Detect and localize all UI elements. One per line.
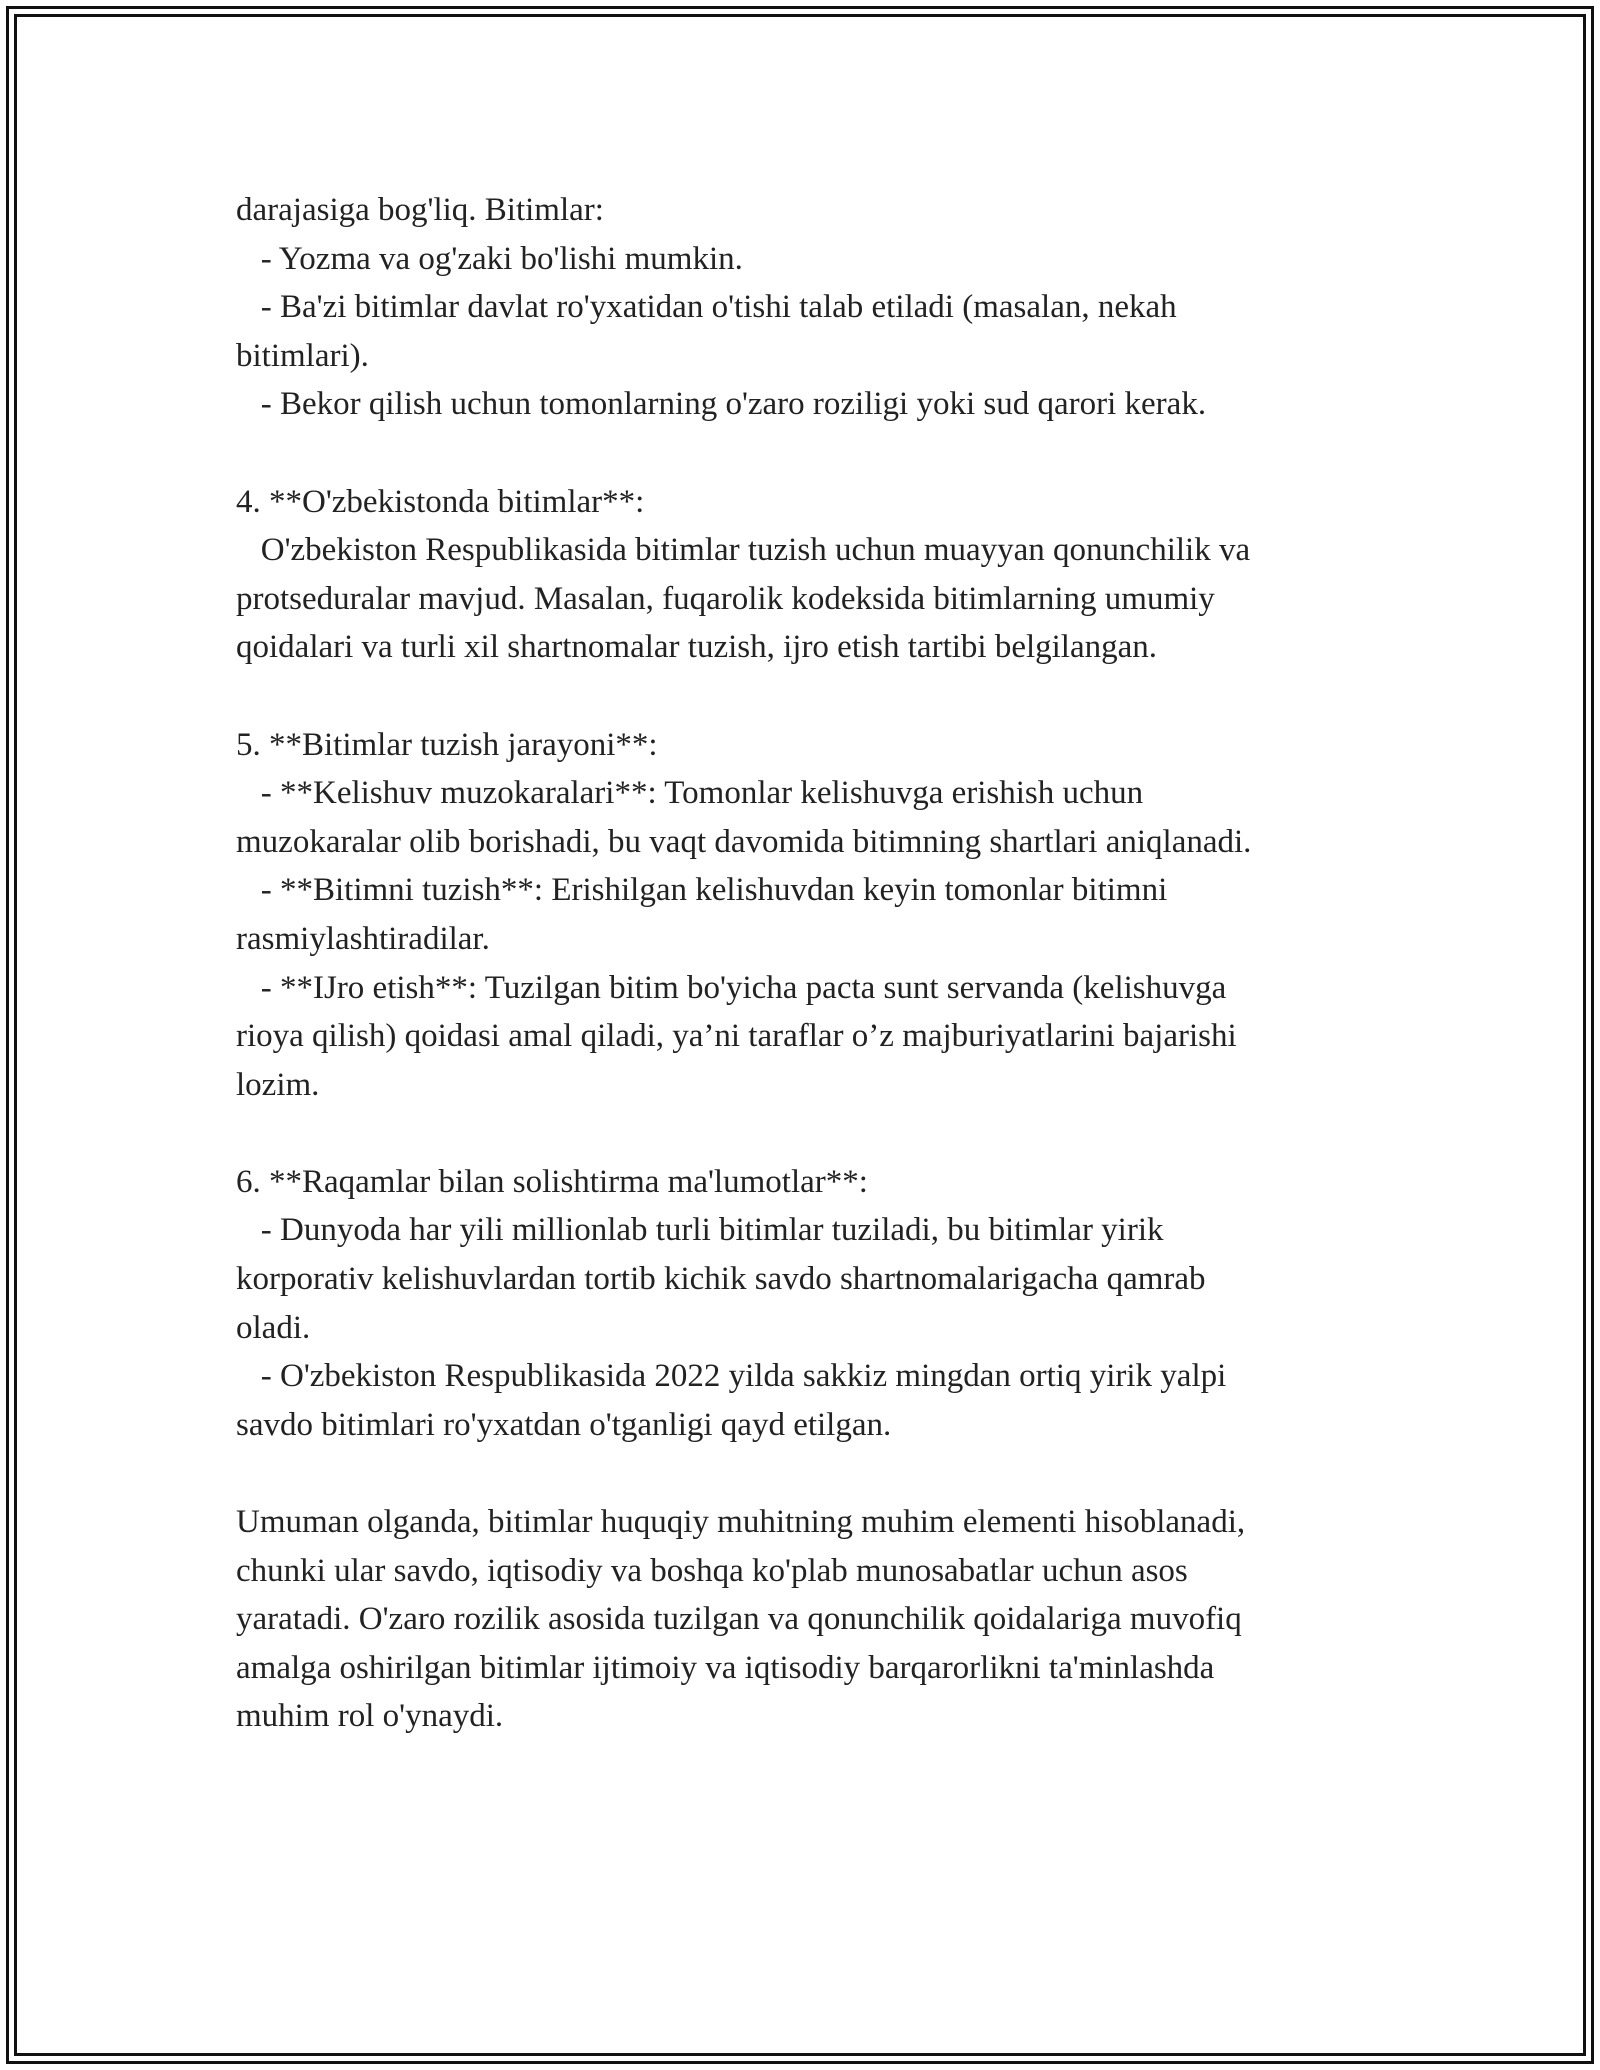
text-line: muzokaralar olib borishadi, bu vaqt davomida bitimning shartlari aniqlanadi.: [236, 823, 1252, 860]
section-6: [236, 1158, 1396, 1450]
list-item: - O'zbekiston Respublikasida 2022 yilda sakkiz mingdan ortiq yirik yalpi: [236, 1358, 1227, 1395]
text-line: amalga oshirilgan bitimlar ijtimoiy va iqtisodiy barqarorlikni ta'minlashda: [236, 1649, 1215, 1686]
section-heading: 6. **Raqamlar bilan solishtirma ma'lumotlar**:: [236, 1163, 868, 1200]
text-line: protseduralar mavjud. Masalan, fuqarolik kodeksida bitimlarning umumiy: [236, 580, 1215, 617]
text-line: bitimlari).: [236, 337, 369, 374]
section-5: [236, 721, 1396, 1110]
paragraph-gap: [236, 1449, 1396, 1498]
text-line: chunki ular savdo, iqtisodiy va boshqa ko'plab munosabatlar uchun asos: [236, 1552, 1188, 1589]
text-line: qoidalari va turli xil shartnomalar tuzish, ijro etish tartibi belgilangan.: [236, 629, 1158, 666]
text-line: rioya qilish) qoidasi amal qiladi, ya’ni taraflar o’z majburiyatlarini bajarishi: [236, 1018, 1237, 1055]
text-line: korporativ kelishuvlardan tortib kichik savdo shartnomalarigacha qamrab: [236, 1261, 1206, 1298]
section-heading: 4. **O'zbekistonda bitimlar**:: [236, 483, 645, 520]
text-line: Umuman olganda, bitimlar huquqiy muhitning muhim elementi hisoblanadi,: [236, 1504, 1246, 1541]
list-item: - **Bitimni tuzish**: Erishilgan kelishuvdan keyin tomonlar bitimni: [236, 872, 1168, 909]
text-line: O'zbekiston Respublikasida bitimlar tuzish uchun muayyan qonunchilik va: [236, 532, 1251, 569]
text-line: darajasiga bog'liq. Bitimlar:: [236, 192, 604, 228]
list-item: - Dunyoda har yili millionlab turli bitimlar tuziladi, bu bitimlar yirik: [236, 1212, 1164, 1249]
paragraph-gap: [236, 1109, 1396, 1158]
text-line: rasmiylashtiradilar.: [236, 920, 490, 957]
intro-paragraph: [236, 186, 1396, 429]
text-line: muhim rol o'ynaydi.: [236, 1698, 504, 1735]
section-4: [236, 478, 1396, 672]
conclusion-paragraph: [236, 1498, 1396, 1741]
text-line: lozim.: [236, 1066, 320, 1103]
list-item: - **Kelishuv muzokaralari**: Tomonlar kelishuvga erishish uchun: [236, 775, 1144, 812]
list-item: - **IJro etish**: Tuzilgan bitim bo'yicha pacta sunt servanda (kelishuvga: [236, 969, 1227, 1006]
text-line: yaratadi. O'zaro rozilik asosida tuzilgan va qonunchilik qoidalariga muvofiq: [236, 1601, 1242, 1638]
list-item: - Ba'zi bitimlar davlat ro'yxatidan o'tishi talab etiladi (masalan, nekah: [236, 289, 1177, 326]
list-item: - Bekor qilish uchun tomonlarning o'zaro roziligi yoki sud qarori kerak.: [236, 386, 1207, 423]
text-line: savdo bitimlari ro'yxatdan o'tganligi qayd etilgan.: [236, 1406, 892, 1443]
text-line: oladi.: [236, 1309, 311, 1346]
paragraph-gap: [236, 429, 1396, 478]
list-item: - Yozma va og'zaki bo'lishi mumkin.: [236, 240, 743, 277]
document-body: [236, 186, 1396, 1741]
paragraph-gap: [236, 672, 1396, 721]
section-heading: 5. **Bitimlar tuzish jarayoni**:: [236, 726, 658, 763]
